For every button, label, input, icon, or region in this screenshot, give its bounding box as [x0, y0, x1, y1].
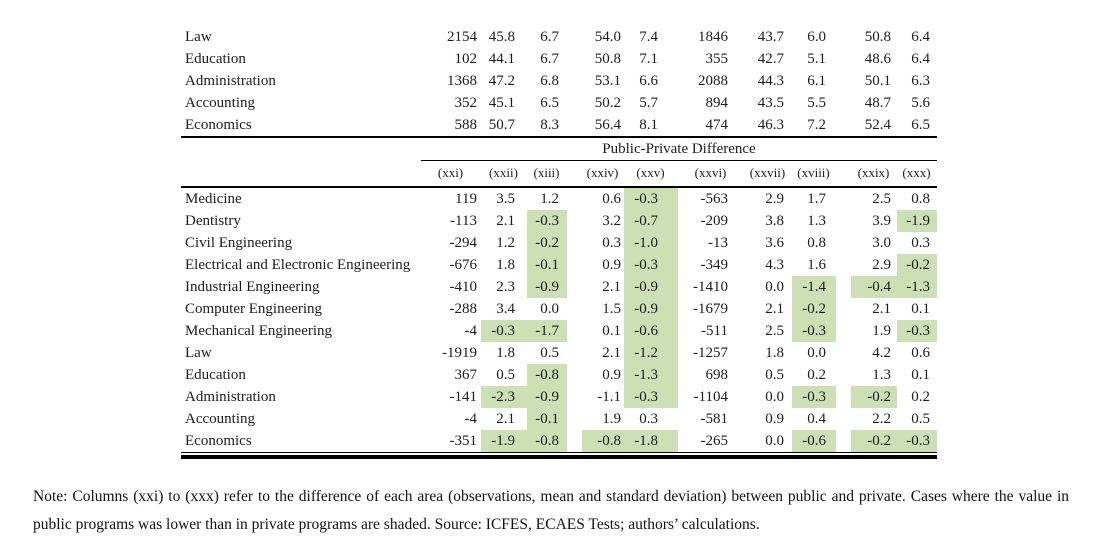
table-cell: 0.5: [911, 410, 930, 427]
table-cell: 0.8: [807, 234, 826, 251]
table-cell: 2.5: [765, 322, 784, 339]
column-label: (xxi): [421, 161, 481, 188]
column-gap: [567, 26, 582, 48]
table-cell: 53.1: [594, 72, 621, 89]
table-cell: -1.2: [624, 342, 678, 364]
table-cell: 2.9: [872, 256, 891, 273]
table-cell: -0.2: [792, 298, 836, 320]
table-cell: 2.1: [872, 300, 891, 317]
table-cell: 3.8: [765, 212, 784, 229]
table-row: [181, 254, 937, 276]
table-cell: 698: [705, 366, 728, 383]
table-note: Note: Columns (xxi) to (xxx) refer to the difference of each area (observations, mean and standard deviation) between public and private. Cases where the value in public programs was lower than in private programs are shaded. Source: ICFES, ECAES Tests; authors’ calculations.: [33, 487, 1069, 533]
table-cell: 0.9: [602, 366, 621, 383]
table-cell: -563: [700, 190, 728, 207]
table-cell: 0.0: [744, 430, 792, 453]
table-cell: 50.1: [864, 72, 891, 89]
table-cell: 6.3: [911, 72, 930, 89]
table-cell: 2.2: [872, 410, 891, 427]
table-cell: 6.8: [540, 72, 559, 89]
table-cell: 1.6: [807, 256, 826, 273]
row-label: Administration: [185, 72, 276, 89]
row-label: Law: [185, 344, 212, 361]
column-gap: [567, 342, 582, 364]
row-label: Accounting: [185, 410, 255, 427]
table-cell: 1846: [698, 28, 728, 45]
table-cell: 2.9: [765, 190, 784, 207]
table-cell: -1679: [693, 300, 728, 317]
table-cell: 4.2: [872, 344, 891, 361]
column-gap: [567, 408, 582, 430]
table-cell: -1104: [693, 388, 728, 405]
table-cell: 0.5: [765, 366, 784, 383]
table-cell: -0.3: [792, 320, 836, 342]
column-label: (xviii): [792, 161, 836, 188]
column-gap: [567, 232, 582, 254]
table-cell: -1.1: [597, 388, 621, 405]
table-cell: 3.0: [872, 234, 891, 251]
column-gap: [567, 92, 582, 114]
table-cell: 50.8: [594, 50, 621, 67]
table-cell: 2.1: [602, 344, 621, 361]
table-top-section: [181, 26, 937, 137]
table-cell: 3.2: [602, 212, 621, 229]
table-cell: 6.5: [540, 94, 559, 111]
table-cell: 2154: [447, 28, 477, 45]
table-cell: 46.3: [744, 114, 792, 137]
column-gap: [567, 364, 582, 386]
table-cell: -0.3: [527, 210, 567, 232]
table-cell: -581: [700, 410, 728, 427]
column-labels-spacer: [181, 161, 421, 188]
table-cell: 0.0: [765, 278, 784, 295]
table-row: [181, 92, 937, 114]
table-cell: 50.8: [864, 28, 891, 45]
table-row: [181, 232, 937, 254]
table-cell: -0.2: [851, 430, 897, 453]
table-cell: 352: [454, 94, 477, 111]
table-cell: 5.7: [639, 94, 658, 111]
row-label: Accounting: [185, 94, 255, 111]
column-gap: [836, 342, 851, 364]
table-cell: 1.9: [872, 322, 891, 339]
table-cell: -0.8: [527, 430, 567, 453]
column-label: (xxvii): [744, 161, 792, 188]
table-row: [181, 187, 937, 210]
row-label: Economics: [181, 430, 421, 453]
table-cell: -349: [700, 256, 728, 273]
table-cell: -265: [678, 430, 744, 453]
table-cell: 1.2: [540, 190, 559, 207]
table-cell: 4.3: [765, 256, 784, 273]
table-cell: 2.5: [872, 190, 891, 207]
table-cell: -1.0: [624, 232, 678, 254]
table-cell: 2.1: [765, 300, 784, 317]
table-cell: -4: [464, 410, 477, 427]
table-cell: -0.8: [582, 430, 624, 453]
table-cell: 44.3: [757, 72, 784, 89]
table-cell: 0.9: [602, 256, 621, 273]
table-cell: -0.2: [527, 232, 567, 254]
table-cell: 1.3: [872, 366, 891, 383]
public-private-table: [181, 26, 937, 453]
column-gap: [836, 232, 851, 254]
table-cell: 0.3: [639, 410, 658, 427]
column-gap: [836, 254, 851, 276]
table-cell: -0.2: [897, 254, 937, 276]
table-cell: 0.0: [807, 344, 826, 361]
table-cell: 7.1: [639, 50, 658, 67]
table-row: [181, 298, 937, 320]
table-cell: 3.9: [872, 212, 891, 229]
table-cell: 43.5: [757, 94, 784, 111]
table-cell: 2.3: [496, 278, 515, 295]
column-gap: [567, 70, 582, 92]
table-cell: 6.6: [639, 72, 658, 89]
table-cell: 355: [705, 50, 728, 67]
row-label: Computer Engineering: [185, 300, 323, 317]
table-cell: 8.1: [624, 114, 678, 137]
column-gap: [836, 161, 851, 188]
table-cell: -1.9: [897, 210, 937, 232]
row-label: Electrical and Electronic Engineering: [185, 256, 411, 273]
table-cell: 2.1: [602, 278, 621, 295]
table-cell: 119: [455, 190, 477, 207]
table-cell: 0.0: [765, 388, 784, 405]
table-cell: -113: [450, 212, 477, 229]
row-label: Education: [185, 366, 246, 383]
table-cell: -0.1: [527, 408, 567, 430]
row-label: Education: [185, 50, 246, 67]
table-cell: -141: [449, 388, 477, 405]
table-cell: 0.1: [911, 300, 930, 317]
row-label: Industrial Engineering: [185, 278, 320, 295]
table-cell: 0.0: [540, 300, 559, 317]
table-cell: 5.6: [911, 94, 930, 111]
column-gap: [567, 276, 582, 298]
table-cell: -13: [708, 234, 728, 251]
table-cell: 1.5: [602, 300, 621, 317]
table-cell: 102: [454, 50, 477, 67]
table-cell: 6.1: [807, 72, 826, 89]
table-cell: 7.4: [639, 28, 658, 45]
group-header-row: [181, 137, 937, 161]
table-cell: -0.3: [624, 187, 678, 210]
column-label: (xiii): [527, 161, 567, 188]
table-cell: -0.9: [527, 276, 567, 298]
table-cell: 6.4: [911, 28, 930, 45]
table-cell: -4: [464, 322, 477, 339]
table-cell: 0.2: [911, 388, 930, 405]
table-cell: -288: [449, 300, 477, 317]
column-gap: [567, 320, 582, 342]
table-cell: 54.0: [594, 28, 621, 45]
table-cell: 1.8: [765, 344, 784, 361]
column-gap: [836, 48, 851, 70]
table-row: [181, 430, 937, 453]
table-cell: -0.2: [851, 386, 897, 408]
column-gap: [836, 187, 851, 210]
table-cell: 48.7: [864, 94, 891, 111]
table-cell: -0.1: [527, 254, 567, 276]
table-cell: 1368: [447, 72, 477, 89]
table-cell: 5.1: [807, 50, 826, 67]
table-cell: 0.6: [602, 190, 621, 207]
table-cell: -0.9: [624, 276, 678, 298]
table-cell: 1.3: [807, 212, 826, 229]
table-cell: -0.6: [624, 320, 678, 342]
table-row: [181, 342, 937, 364]
table-cell: -0.7: [624, 210, 678, 232]
table-body-section: [181, 187, 937, 453]
table-cell: 588: [421, 114, 481, 137]
table-cell: 7.2: [792, 114, 836, 137]
table-cell: 6.7: [540, 50, 559, 67]
column-label: (xxv): [624, 161, 678, 188]
table-cell: -0.9: [624, 298, 678, 320]
table-cell: 6.7: [540, 28, 559, 45]
table-cell: 1.8: [496, 256, 515, 273]
column-gap: [836, 386, 851, 408]
table-row: [181, 276, 937, 298]
column-gap: [567, 161, 582, 188]
table-cell: 3.6: [765, 234, 784, 251]
column-gap: [567, 114, 582, 137]
table-cell: -209: [700, 212, 728, 229]
table-cell: -0.4: [851, 276, 897, 298]
results-table: [181, 26, 937, 459]
column-gap: [836, 114, 851, 137]
table-cell: 0.6: [911, 344, 930, 361]
table-cell: 8.3: [527, 114, 567, 137]
group-header-title: Public-Private Difference: [421, 137, 937, 161]
table-cell: 1.8: [496, 344, 515, 361]
table-cell: -0.6: [792, 430, 836, 453]
table-cell: 43.7: [757, 28, 784, 45]
column-gap: [836, 26, 851, 48]
table-row: [181, 48, 937, 70]
table-cell: -1257: [693, 344, 728, 361]
column-gap: [567, 187, 582, 210]
table-cell: -0.8: [527, 364, 567, 386]
table-cell: 6.4: [911, 50, 930, 67]
table-cell: 50.2: [594, 94, 621, 111]
table-cell: 474: [678, 114, 744, 137]
table-cell: 0.9: [765, 410, 784, 427]
table-cell: -1919: [442, 344, 477, 361]
column-label: (xxix): [851, 161, 897, 188]
row-label: Dentistry: [185, 212, 241, 229]
column-gap: [836, 298, 851, 320]
table-cell: 47.2: [488, 72, 515, 89]
table-cell: 6.5: [897, 114, 937, 137]
table-bottom-rule: [181, 455, 937, 459]
column-gap: [836, 276, 851, 298]
column-gap: [567, 48, 582, 70]
column-gap: [567, 430, 582, 453]
table-cell: 56.4: [582, 114, 624, 137]
table-cell: -1410: [693, 278, 728, 295]
table-cell: 367: [454, 366, 477, 383]
table-cell: 894: [705, 94, 728, 111]
table-cell: -0.3: [897, 320, 937, 342]
table-row: [181, 26, 937, 48]
table-cell: -0.3: [792, 386, 836, 408]
row-label: Medicine: [185, 190, 242, 207]
table-cell: 0.8: [911, 190, 930, 207]
row-label: Administration: [185, 388, 276, 405]
table-cell: -511: [701, 322, 728, 339]
column-label: (xxx): [897, 161, 937, 188]
table-cell: 3.4: [496, 300, 515, 317]
row-label: Economics: [181, 114, 421, 137]
table-row: [181, 210, 937, 232]
column-gap: [836, 70, 851, 92]
table-cell: -0.3: [481, 320, 527, 342]
table-cell: -0.3: [624, 386, 678, 408]
column-gap: [567, 386, 582, 408]
table-cell: 0.3: [911, 234, 930, 251]
table-cell: 44.1: [488, 50, 515, 67]
table-cell: 1.9: [602, 410, 621, 427]
table-cell: 3.5: [496, 190, 515, 207]
column-gap: [567, 298, 582, 320]
table-header-section: [181, 137, 937, 187]
row-label: Civil Engineering: [185, 234, 293, 251]
column-gap: [836, 320, 851, 342]
column-gap: [836, 92, 851, 114]
table-row: [181, 386, 937, 408]
table-cell: 0.5: [540, 344, 559, 361]
table-cell: -1.7: [527, 320, 567, 342]
table-cell: -294: [449, 234, 477, 251]
table-cell: -676: [449, 256, 477, 273]
table-cell: 48.6: [864, 50, 891, 67]
group-header-spacer: [181, 137, 421, 161]
table-cell: 0.1: [911, 366, 930, 383]
column-gap: [836, 210, 851, 232]
table-cell: -1.9: [481, 430, 527, 453]
table-cell: 52.4: [851, 114, 897, 137]
table-cell: 0.4: [807, 410, 826, 427]
table-cell: 42.7: [757, 50, 784, 67]
table-cell: -0.3: [897, 430, 937, 453]
table-row: [181, 114, 937, 137]
column-label: (xxvi): [678, 161, 744, 188]
table-cell: 5.5: [807, 94, 826, 111]
table-cell: -1.3: [624, 364, 678, 386]
table-cell: 2088: [698, 72, 728, 89]
table-cell: -351: [421, 430, 481, 453]
column-label: (xxii): [481, 161, 527, 188]
table-row: [181, 408, 937, 430]
table-cell: 1.7: [807, 190, 826, 207]
table-cell: -1.4: [792, 276, 836, 298]
column-label: (xxiv): [582, 161, 624, 188]
column-gap: [567, 254, 582, 276]
table-cell: -0.3: [624, 254, 678, 276]
table-cell: 0.5: [496, 366, 515, 383]
row-label: Mechanical Engineering: [185, 322, 333, 339]
table-cell: 6.0: [807, 28, 826, 45]
table-cell: 0.1: [602, 322, 621, 339]
column-gap: [836, 364, 851, 386]
table-cell: -0.9: [527, 386, 567, 408]
table-row: [181, 364, 937, 386]
table-cell: 2.1: [496, 410, 515, 427]
table-cell: -2.3: [481, 386, 527, 408]
table-cell: 0.3: [602, 234, 621, 251]
table-row: [181, 320, 937, 342]
column-gap: [836, 430, 851, 453]
table-cell: 2.1: [496, 212, 515, 229]
table-row: [181, 70, 937, 92]
column-gap: [836, 408, 851, 430]
row-label: Law: [185, 28, 212, 45]
table-cell: -410: [449, 278, 477, 295]
table-cell: 45.1: [488, 94, 515, 111]
table-cell: -1.8: [624, 430, 678, 453]
table-cell: 50.7: [481, 114, 527, 137]
table-cell: 45.8: [488, 28, 515, 45]
column-labels-row: [181, 161, 937, 188]
table-cell: 0.2: [807, 366, 826, 383]
column-gap: [567, 210, 582, 232]
table-cell: -1.3: [897, 276, 937, 298]
table-cell: 1.2: [496, 234, 515, 251]
